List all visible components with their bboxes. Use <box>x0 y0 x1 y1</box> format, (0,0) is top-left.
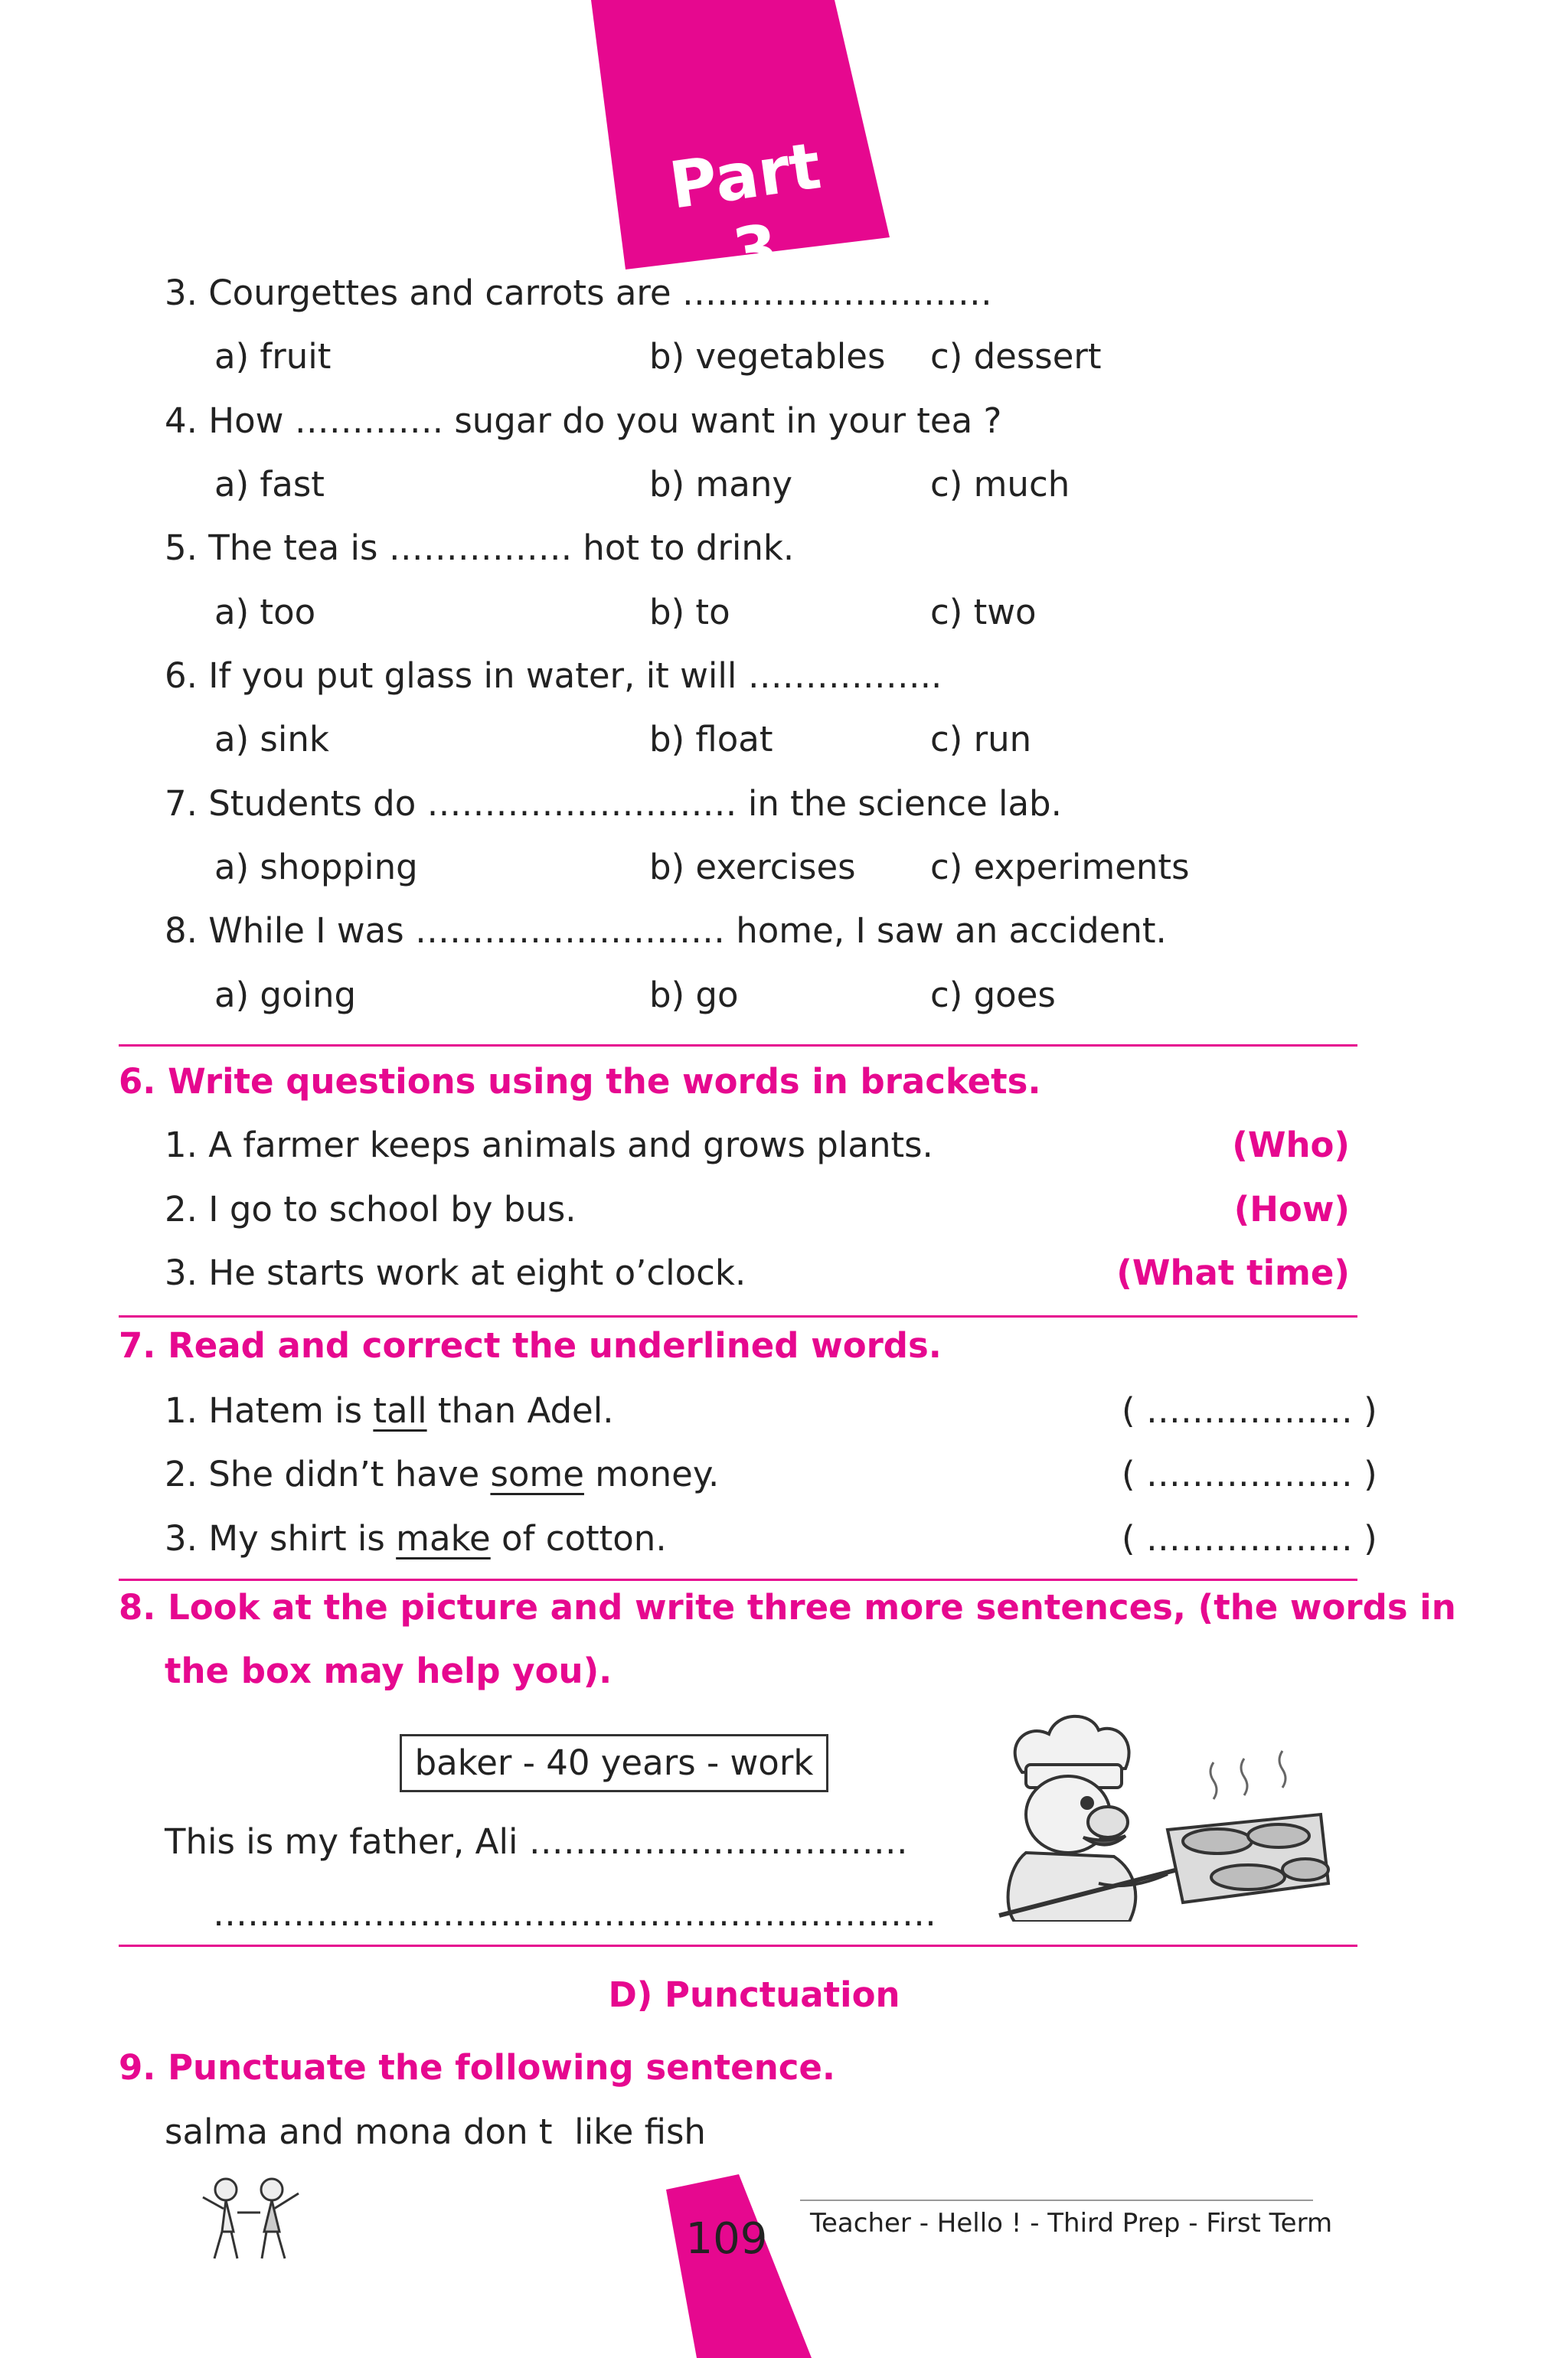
option-c: c) goes <box>930 975 1056 1015</box>
s6-hint-1: (Who) <box>1232 1125 1350 1165</box>
baker-illustration <box>984 1700 1336 1922</box>
option-a: a) shopping <box>214 847 418 887</box>
s6-hint-2: (How) <box>1233 1189 1350 1230</box>
writing-line-1[interactable]: This is my father, Ali …………………………… <box>165 1821 908 1862</box>
option-a: a) going <box>214 975 357 1015</box>
question-5: 5. The tea is ……………. hot to drink. <box>165 527 795 568</box>
option-a: a) fruit <box>214 336 332 377</box>
answer-blank[interactable]: ( ……………… ) <box>1122 1390 1377 1431</box>
question-4: 4. How …………. sugar do you want in your tea ? <box>165 400 1002 441</box>
s6-item-2: 2. I go to school by bus. <box>165 1189 577 1230</box>
page-number-tab <box>666 2174 812 2358</box>
answer-blank[interactable]: ( ……………… ) <box>1122 1454 1377 1494</box>
section-6-heading: 6. Write questions using the words in brackets. <box>119 1061 1041 1102</box>
option-b: b) go <box>649 975 739 1015</box>
s6-item-1: 1. A farmer keeps animals and grows plants. <box>165 1125 933 1165</box>
s6-hint-3: (What time) <box>1116 1252 1350 1293</box>
underlined-word: make <box>396 1518 491 1559</box>
writing-line-2[interactable]: ……………………………………………………… <box>213 1893 936 1934</box>
s7-item-2-post: money. <box>583 1454 720 1494</box>
s7-item-3-pre: 3. My shirt is <box>165 1518 397 1559</box>
part-label: Part 3 <box>665 128 825 291</box>
s7-item-2-pre: 2. She didn’t have <box>165 1454 491 1494</box>
s7-item-1-pre: 1. Hatem is <box>165 1390 374 1431</box>
underlined-word: some <box>490 1454 584 1494</box>
section-divider <box>119 1579 1357 1581</box>
option-c: c) two <box>930 592 1037 632</box>
word-box: baker - 40 years - work <box>400 1734 828 1792</box>
option-b: b) many <box>649 464 792 505</box>
option-c: c) experiments <box>930 847 1190 887</box>
section-8-heading-line1: 8. Look at the picture and write three more sentences, (the words in <box>119 1587 1456 1628</box>
underlined-word: tall <box>373 1390 427 1431</box>
footer-rule <box>800 2200 1313 2201</box>
section-8-heading-line2: the box may help you). <box>165 1651 612 1691</box>
option-b: b) exercises <box>649 847 856 887</box>
question-7: 7. Students do ……………………… in the science lab. <box>165 783 1062 824</box>
question-6: 6. If you put glass in water, it will …………….. <box>165 655 942 696</box>
section-divider <box>119 1044 1357 1047</box>
option-c: c) much <box>930 464 1070 505</box>
s7-item-2 <box>165 1453 719 1496</box>
option-b: b) to <box>649 592 730 632</box>
footer-text: Teacher - Hello ! - Third Prep - First Term <box>810 2208 1333 2239</box>
option-c: c) run <box>930 719 1032 759</box>
question-8: 8. While I was ……………………… home, I saw an accident. <box>165 910 1167 951</box>
option-c: c) dessert <box>930 336 1102 377</box>
option-a: a) too <box>214 592 316 632</box>
section-9-heading: 9. Punctuate the following sentence. <box>119 2047 836 2088</box>
s6-item-3: 3. He starts work at eight o’clock. <box>165 1252 746 1293</box>
answer-blank[interactable]: ( ……………… ) <box>1122 1518 1377 1559</box>
dancing-kids-illustration <box>191 2167 314 2274</box>
punctuation-title: D) Punctuation <box>608 1974 900 2015</box>
option-a: a) fast <box>214 464 325 505</box>
section-divider <box>119 1945 1357 1947</box>
section-divider <box>119 1315 1357 1318</box>
s7-item-1-post: than Adel. <box>426 1390 614 1431</box>
question-3: 3. Courgettes and carrots are ……………………… <box>165 273 992 313</box>
option-a: a) sink <box>214 719 329 759</box>
punctuation-sentence: salma and mona don t like fish <box>165 2111 706 2152</box>
s7-item-1 <box>165 1390 614 1432</box>
page-number: 109 <box>685 2214 768 2264</box>
section-7-heading: 7. Read and correct the underlined words. <box>119 1325 942 1366</box>
option-b: b) float <box>649 719 773 759</box>
s7-item-3 <box>165 1517 667 1560</box>
s7-item-3-post: of cotton. <box>490 1518 667 1559</box>
option-b: b) vegetables <box>649 336 886 377</box>
